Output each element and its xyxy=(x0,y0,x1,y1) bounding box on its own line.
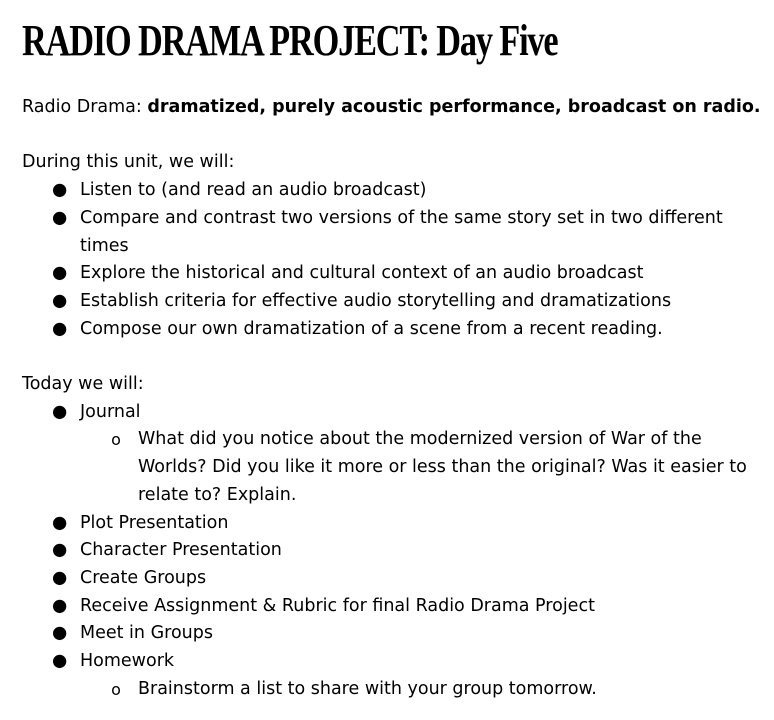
bullet-icon: ● xyxy=(52,651,68,672)
list-item: ● Meet in Groups xyxy=(22,620,770,648)
unit-heading: During this unit, we will: xyxy=(22,152,235,173)
bullet-icon: ● xyxy=(52,595,68,616)
sub-list xyxy=(80,676,770,704)
bullet-icon: ● xyxy=(52,318,68,339)
sub-list xyxy=(80,426,770,509)
list-item: ● Explore the historical and cultural context of an audio broadcast xyxy=(22,260,770,288)
list-item: ● Receive Assignment & Rubric for final Radio Drama Project xyxy=(22,593,770,621)
bullet-icon: ● xyxy=(52,540,68,561)
list-item: ● Character Presentation xyxy=(22,537,770,565)
list-item: ● Compose our own dramatization of a scene from a recent reading. xyxy=(22,316,770,344)
sub-list-item: o What did you notice about the modernized version of War of the Worlds? Did you like it more or less than the original? Was it easier to relate to? Explain. xyxy=(22,426,770,509)
list-item: ● Compare and contrast two versions of the same story set in two different times xyxy=(22,205,770,260)
sub-list-item: o Brainstorm a list to share with your group tomorrow. xyxy=(22,676,770,704)
bullet-icon: ● xyxy=(52,290,68,311)
document-body xyxy=(22,94,770,703)
bullet-icon: ● xyxy=(52,180,68,201)
page-title: RADIO DRAMA PROJECT: Day Five xyxy=(22,16,558,65)
definition-line xyxy=(22,94,770,122)
definition-text: dramatized, purely acoustic performance, broadcast on radio. xyxy=(147,97,761,117)
bullet-icon: ● xyxy=(52,567,68,588)
list-item: ● Journal o What did you notice about the modernized version of War of the Worlds? Did you like it more or less than the original? Was it easier to relate to? Explain. xyxy=(22,399,770,510)
list-item: ● Plot Presentation xyxy=(22,510,770,538)
bullet-icon: ● xyxy=(52,512,68,533)
list-item: ● Create Groups xyxy=(22,565,770,593)
today-heading: Today we will: xyxy=(22,374,144,394)
sub-bullet-icon: o xyxy=(111,430,121,450)
bullet-icon: ● xyxy=(52,401,68,422)
bullet-icon: ● xyxy=(52,263,68,284)
bullet-icon: ● xyxy=(52,623,68,644)
today-list xyxy=(22,399,770,704)
list-item: ● Homework o Brainstorm a list to share with your group tomorrow. xyxy=(22,648,770,703)
unit-list xyxy=(22,177,770,343)
sub-bullet-icon: o xyxy=(111,679,121,699)
bullet-icon: ● xyxy=(52,207,68,228)
list-item: ● Establish criteria for effective audio storytelling and dramatizations xyxy=(22,288,770,316)
definition-term: Radio Drama: xyxy=(22,97,142,117)
list-item: ● Listen to (and read an audio broadcast) xyxy=(22,177,770,205)
